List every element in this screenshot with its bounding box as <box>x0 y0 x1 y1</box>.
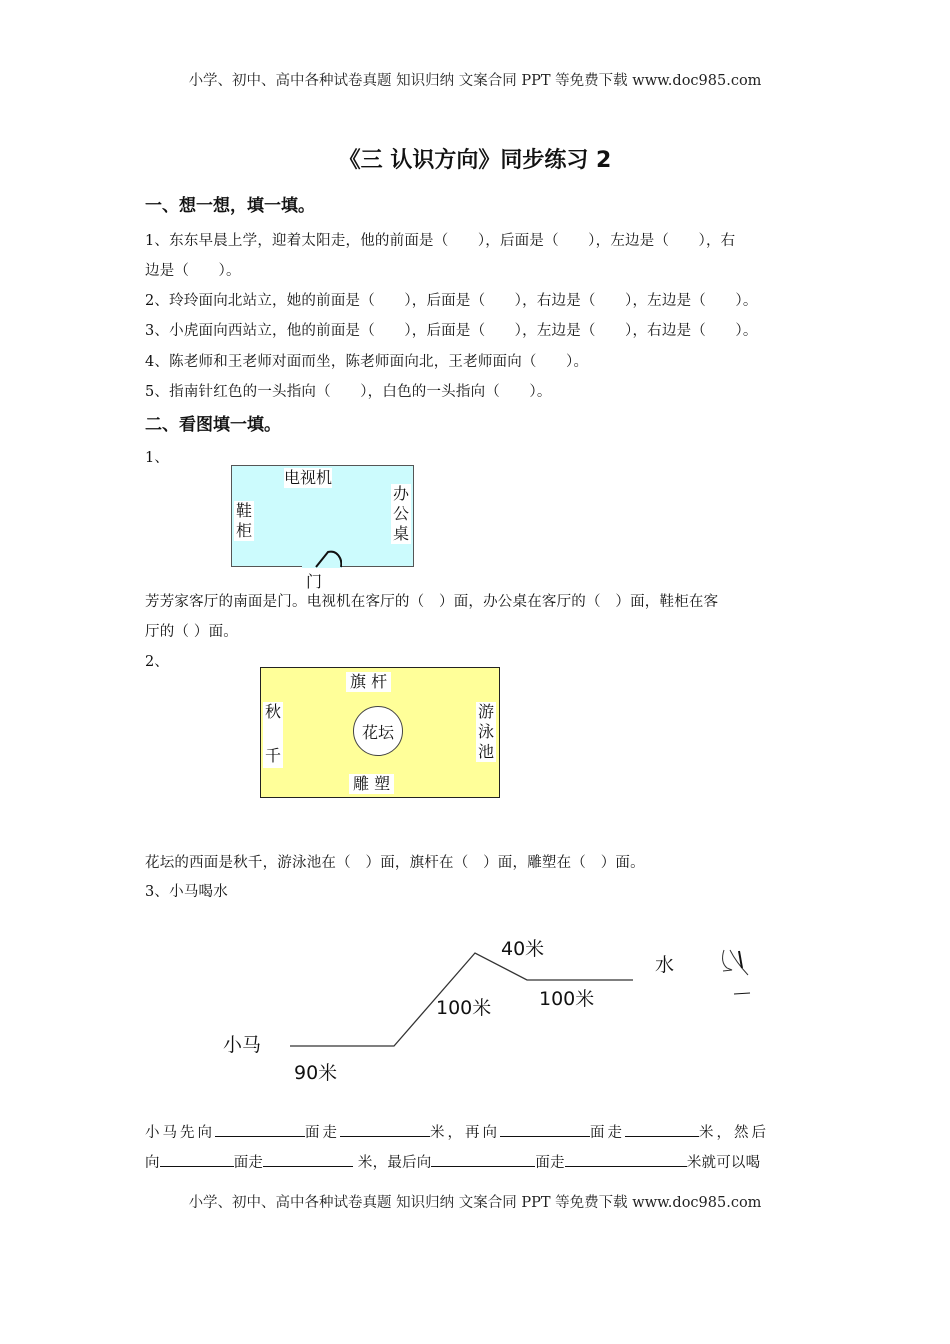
question-2: 2、玲玲面向北站立，她的前面是（ ），后面是（ ），右边是（ ），左边是（ ）。 <box>145 293 758 309</box>
q3-text-6: 向 <box>145 1155 160 1171</box>
door-label: 门 <box>306 572 323 591</box>
figure1-number: 1、 <box>145 450 170 466</box>
segment-1-label: 90米 <box>294 1062 338 1084</box>
tv-label: 电视机 <box>284 468 333 487</box>
question-3: 3、小虎面向西站立，他的前面是（ ），后面是（ ），左边是（ ），右边是（ ）。 <box>145 323 758 339</box>
figure2-number: 2、 <box>145 654 170 670</box>
question-4: 4、陈老师和王老师对面而坐，陈老师面向北，王老师面向（ ）。 <box>145 354 589 370</box>
swing-label-top: 秋 <box>264 702 281 721</box>
figure3-question-line1 <box>145 1121 769 1142</box>
figure1-question-line1: 芳芳家客厅的南面是门。电视机在客厅的（ ）面，办公桌在客厅的（ ）面，鞋柜在客 <box>145 594 719 610</box>
answer-blank-3[interactable] <box>500 1122 590 1137</box>
segment-3-label: 40米 <box>501 938 545 960</box>
answer-blank-5[interactable] <box>160 1152 234 1167</box>
q3-text-4: 面走 <box>590 1125 625 1141</box>
figure2-question: 花坛的西面是秋千，游泳池在（ ）面，旗杆在（ ）面，雕塑在（ ）面。 <box>145 855 645 871</box>
segment-4-label: 100米 <box>539 988 595 1010</box>
water-wave-icon <box>723 950 732 971</box>
q3-text-7: 面走 <box>233 1155 264 1171</box>
question-1-line1: 1、东东早晨上学，迎着太阳走，他的前面是（ ），后面是（ ），左边是（ ），右 <box>145 233 736 249</box>
flowerbed-label: 花坛 <box>361 722 394 742</box>
page-header-watermark: 小学、初中、高中各种试卷真题 知识归纳 文案合同 PPT 等免费下载 www.doc985.com <box>188 73 762 89</box>
section2-heading: 二、看图填一填。 <box>145 415 281 435</box>
q3-text-10: 米就可以喝 <box>686 1155 761 1171</box>
page-title: 《三 认识方向》同步练习 2 <box>338 148 612 173</box>
q3-text-8: 米，最后向 <box>353 1155 432 1171</box>
page-footer-watermark: 小学、初中、高中各种试卷真题 知识归纳 文案合同 PPT 等免费下载 www.doc985.com <box>188 1195 762 1211</box>
swing-label-bottom: 千 <box>264 746 281 765</box>
figure1-question-line2: 厅的（ ）面。 <box>145 624 239 640</box>
swimming-pool-label: 游泳池 <box>477 702 494 761</box>
section1-heading: 一、想一想，填一填。 <box>145 196 315 216</box>
answer-blank-4[interactable] <box>625 1122 699 1137</box>
office-desk-label: 办公桌 <box>392 484 409 543</box>
answer-blank-6[interactable] <box>263 1152 353 1167</box>
answer-blank-8[interactable] <box>565 1152 687 1167</box>
flagpole-label: 旗 杆 <box>346 672 391 692</box>
q3-text-9: 面走 <box>535 1155 565 1171</box>
answer-blank-7[interactable] <box>431 1152 535 1167</box>
sculpture-label: 雕 塑 <box>349 774 394 794</box>
answer-blank-1[interactable] <box>215 1122 305 1137</box>
water-label: 水 <box>655 954 675 976</box>
question-1-line2: 边是（ ）。 <box>145 263 241 279</box>
horse-label: 小马 <box>223 1034 262 1056</box>
q3-text-3: 米，再向 <box>430 1125 500 1141</box>
q3-text-5: 米，然后 <box>699 1125 769 1141</box>
answer-blank-2[interactable] <box>340 1122 430 1137</box>
shoe-cabinet-label: 鞋柜 <box>235 501 252 540</box>
segment-2-label: 100米 <box>436 997 492 1019</box>
q3-text-2: 面走 <box>305 1125 340 1141</box>
figure3-question-line2 <box>145 1151 760 1172</box>
question-5: 5、指南针红色的一头指向（ ），白色的一头指向（ ）。 <box>145 384 552 400</box>
q3-text-1: 小马先向 <box>145 1125 215 1141</box>
figure3-heading: 3、小马喝水 <box>145 884 228 900</box>
